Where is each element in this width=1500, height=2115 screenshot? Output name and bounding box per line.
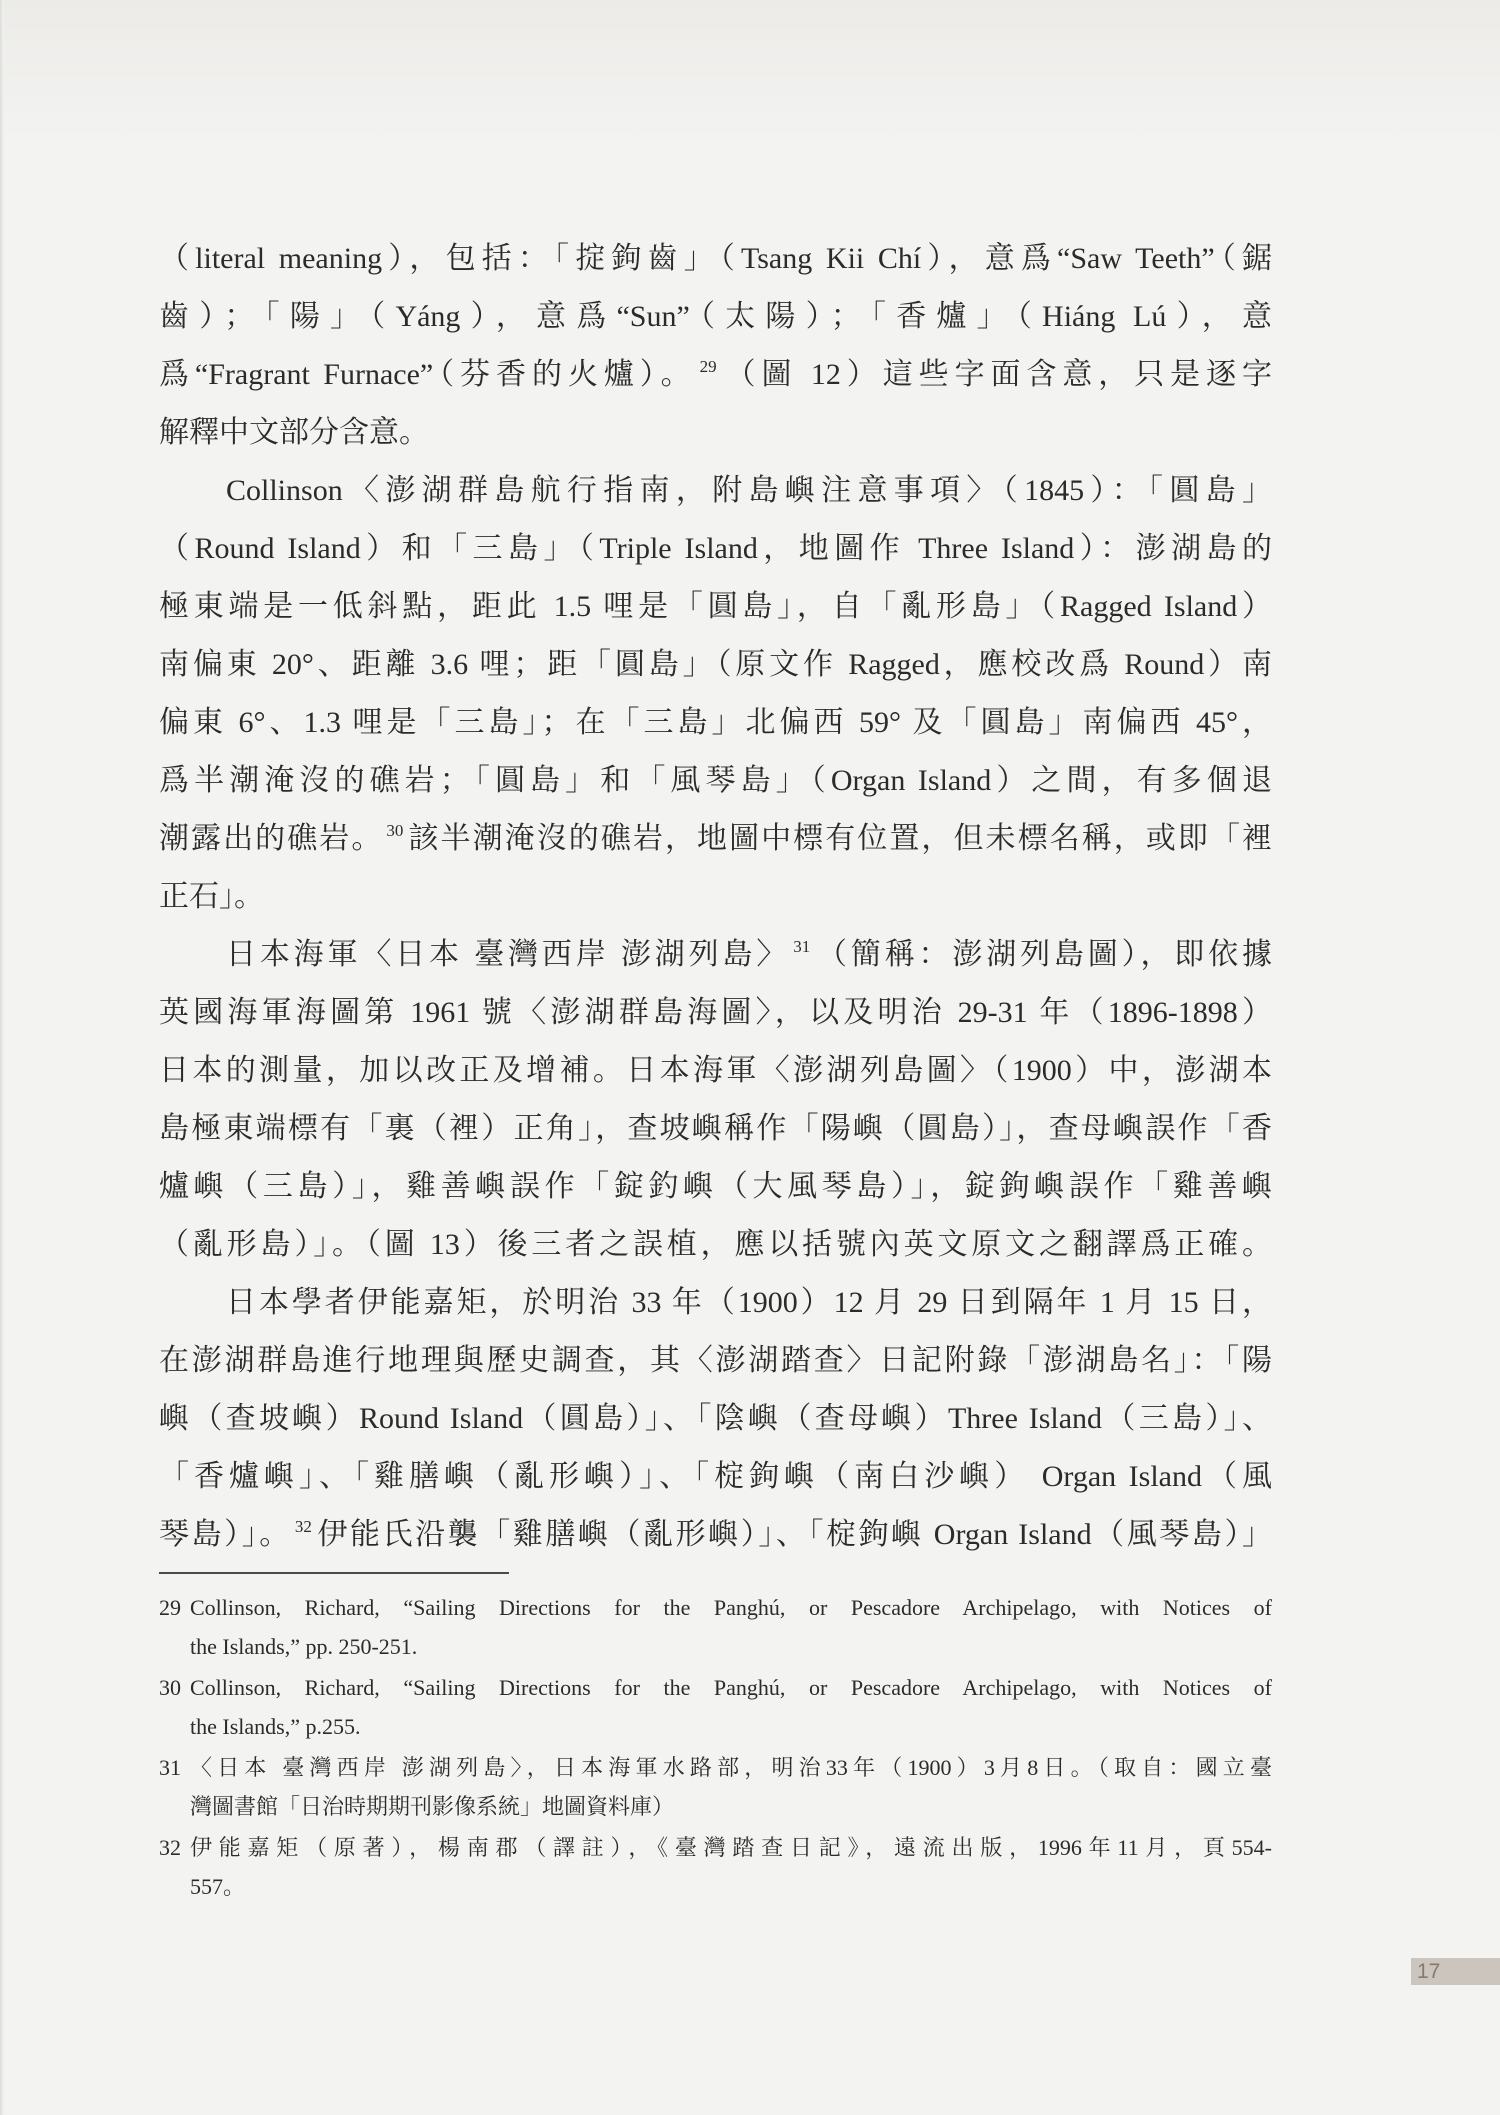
text-line	[159, 810, 1272, 868]
line-text: 該半潮淹沒的礁岩，地圖中標有位置，但未標名稱，或即「裡	[406, 822, 1273, 855]
footnote-32	[159, 1828, 1272, 1906]
footnote-text	[190, 1828, 1272, 1906]
footnote-text	[190, 1668, 1272, 1746]
scan-edge-shade	[0, 0, 4, 2115]
text-line: 嶼（查坡嶼）Round Island（圓島）」、「陰嶼（查母嶼）Three Island（三島）」、	[159, 1402, 1272, 1435]
footnote-line: Collinson, Richard, “Sailing Directions for the Panghú, or Pescadore Archipelago, with Notices of	[190, 1675, 1272, 1700]
footnote-number: 31	[159, 1755, 181, 1780]
text-line: 偏東 6°、1.3 哩是「三島」；在「三島」北偏西 59° 及「圓島」南偏西 45°，	[159, 706, 1272, 739]
footnote-text	[190, 1588, 1272, 1666]
line-text: 潮露出的礁岩。	[159, 822, 384, 855]
text-line: 在澎湖群島進行地理與歷史調查，其〈澎湖踏查〉日記附錄「澎湖島名」：「陽	[159, 1344, 1272, 1377]
text-line: （Round Island）和「三島」（Triple Island，地圖作 Three Island）：澎湖島的	[159, 532, 1272, 565]
footnote-number: 30	[159, 1675, 181, 1700]
text-line: 正石」。	[159, 880, 264, 913]
text-line	[159, 346, 1272, 404]
footnote-ref: 30	[386, 821, 404, 840]
footnote-line: 〈日本 臺灣西岸 澎湖列島〉，日本海軍水路部，明治33年（1900）3月8日。（取自：國立臺	[190, 1755, 1272, 1780]
paragraph-4	[159, 1274, 1272, 1564]
text-line: 解釋中文部分含意。	[159, 416, 429, 449]
footnote-ref: 32	[294, 1517, 312, 1536]
footnote-line: 灣圖書館「日治時期期刊影像系統」地圖資料庫）	[190, 1794, 675, 1819]
footnote-line: Collinson, Richard, “Sailing Directions for the Panghú, or Pescadore Archipelago, with Notices of	[190, 1595, 1272, 1620]
text-line: 英國海軍海圖第 1961 號〈澎湖群島海圖〉，以及明治 29-31 年（1896-1898）	[159, 996, 1272, 1029]
footnote-line: the Islands,” pp. 250-251.	[190, 1634, 418, 1659]
footnote-text	[190, 1748, 1272, 1826]
page-number: 17	[1411, 1958, 1500, 1985]
footnote-number: 29	[159, 1595, 181, 1620]
text-line: 島極東端標有「裏（裡）正角」，查坡嶼稱作「陽嶼（圓島）」，查母嶼誤作「香	[159, 1112, 1272, 1145]
line-text: （圖 12）這些字面含意，只是逐字	[719, 358, 1273, 391]
footnote-line: 伊能嘉矩（原著），楊南郡（譯註），《臺灣踏查日記》，遠流出版，1996年11月，頁554-	[190, 1835, 1272, 1860]
text-line: Collinson〈澎湖群島航行指南，附島嶼注意事項〉（1845）：「圓島」	[226, 474, 1272, 507]
text-line: 極東端是一低斜點，距此 1.5 哩是「圓島」，自「亂形島」（Ragged Island）	[159, 590, 1272, 623]
text-line: 爲半潮淹沒的礁岩；「圓島」和「風琴島」（Organ Island）之間，有多個退	[159, 764, 1272, 797]
text-line: （亂形島）」。（圖 13）後三者之誤植，應以括號內英文原文之翻譯爲正確。	[159, 1228, 1272, 1261]
footnotes	[159, 1588, 1272, 1908]
line-text: 伊能氏沿襲「雞膳嶼（亂形嶼）」、「椗鉤嶼 Organ Island（風琴島）」	[314, 1518, 1273, 1551]
text-line: 「香爐嶼」、「雞膳嶼（亂形嶼）」、「椗鉤嶼（南白沙嶼） Organ Island（風	[159, 1460, 1272, 1493]
text-line: 日本的測量，加以改正及增補。日本海軍〈澎湖列島圖〉（1900）中，澎湖本	[159, 1054, 1272, 1087]
footnote-number: 32	[159, 1835, 181, 1860]
footnote-30	[159, 1668, 1272, 1746]
text-line: 日本學者伊能嘉矩，於明治 33 年（1900）12 月 29 日到隔年 1 月 15 日，	[226, 1286, 1272, 1319]
text-line: 爐嶼（三島）」，雞善嶼誤作「錠釣嶼（大風琴島）」，錠鉤嶼誤作「雞善嶼	[159, 1170, 1272, 1203]
line-text: 爲“Fragrant Furnace”（芬香的火爐）。	[159, 358, 697, 391]
paragraph-3	[159, 926, 1272, 1274]
text-line	[159, 1506, 1272, 1564]
line-text: 日本海軍〈日本 臺灣西岸 澎湖列島〉	[226, 938, 791, 971]
footnote-29	[159, 1588, 1272, 1666]
paragraph-1	[159, 230, 1272, 462]
text-line	[159, 926, 1272, 984]
footnote-ref: 31	[793, 937, 811, 956]
footnote-separator	[159, 1572, 509, 1574]
footnote-line: the Islands,” p.255.	[190, 1714, 361, 1739]
footnote-line: 557。	[190, 1874, 246, 1899]
text-line: 南偏東 20°、距離 3.6 哩；距「圓島」（原文作 Ragged，應校改爲 Round）南	[159, 648, 1272, 681]
text-line: （literal meaning），包括：「掟鉤齒」（Tsang Kii Chí），意爲“Saw Teeth”（鋸	[159, 242, 1272, 275]
line-text: 琴島）」。	[159, 1518, 292, 1551]
footnote-31	[159, 1748, 1272, 1826]
footnote-ref: 29	[699, 357, 717, 376]
text-line: 齒）；「陽」（Yáng），意爲“Sun”（太陽）；「香爐」（Hiáng Lú），意	[159, 300, 1272, 333]
main-text	[159, 230, 1272, 1564]
paragraph-2	[159, 462, 1272, 926]
line-text: （簡稱：澎湖列島圖），即依據	[813, 938, 1272, 971]
